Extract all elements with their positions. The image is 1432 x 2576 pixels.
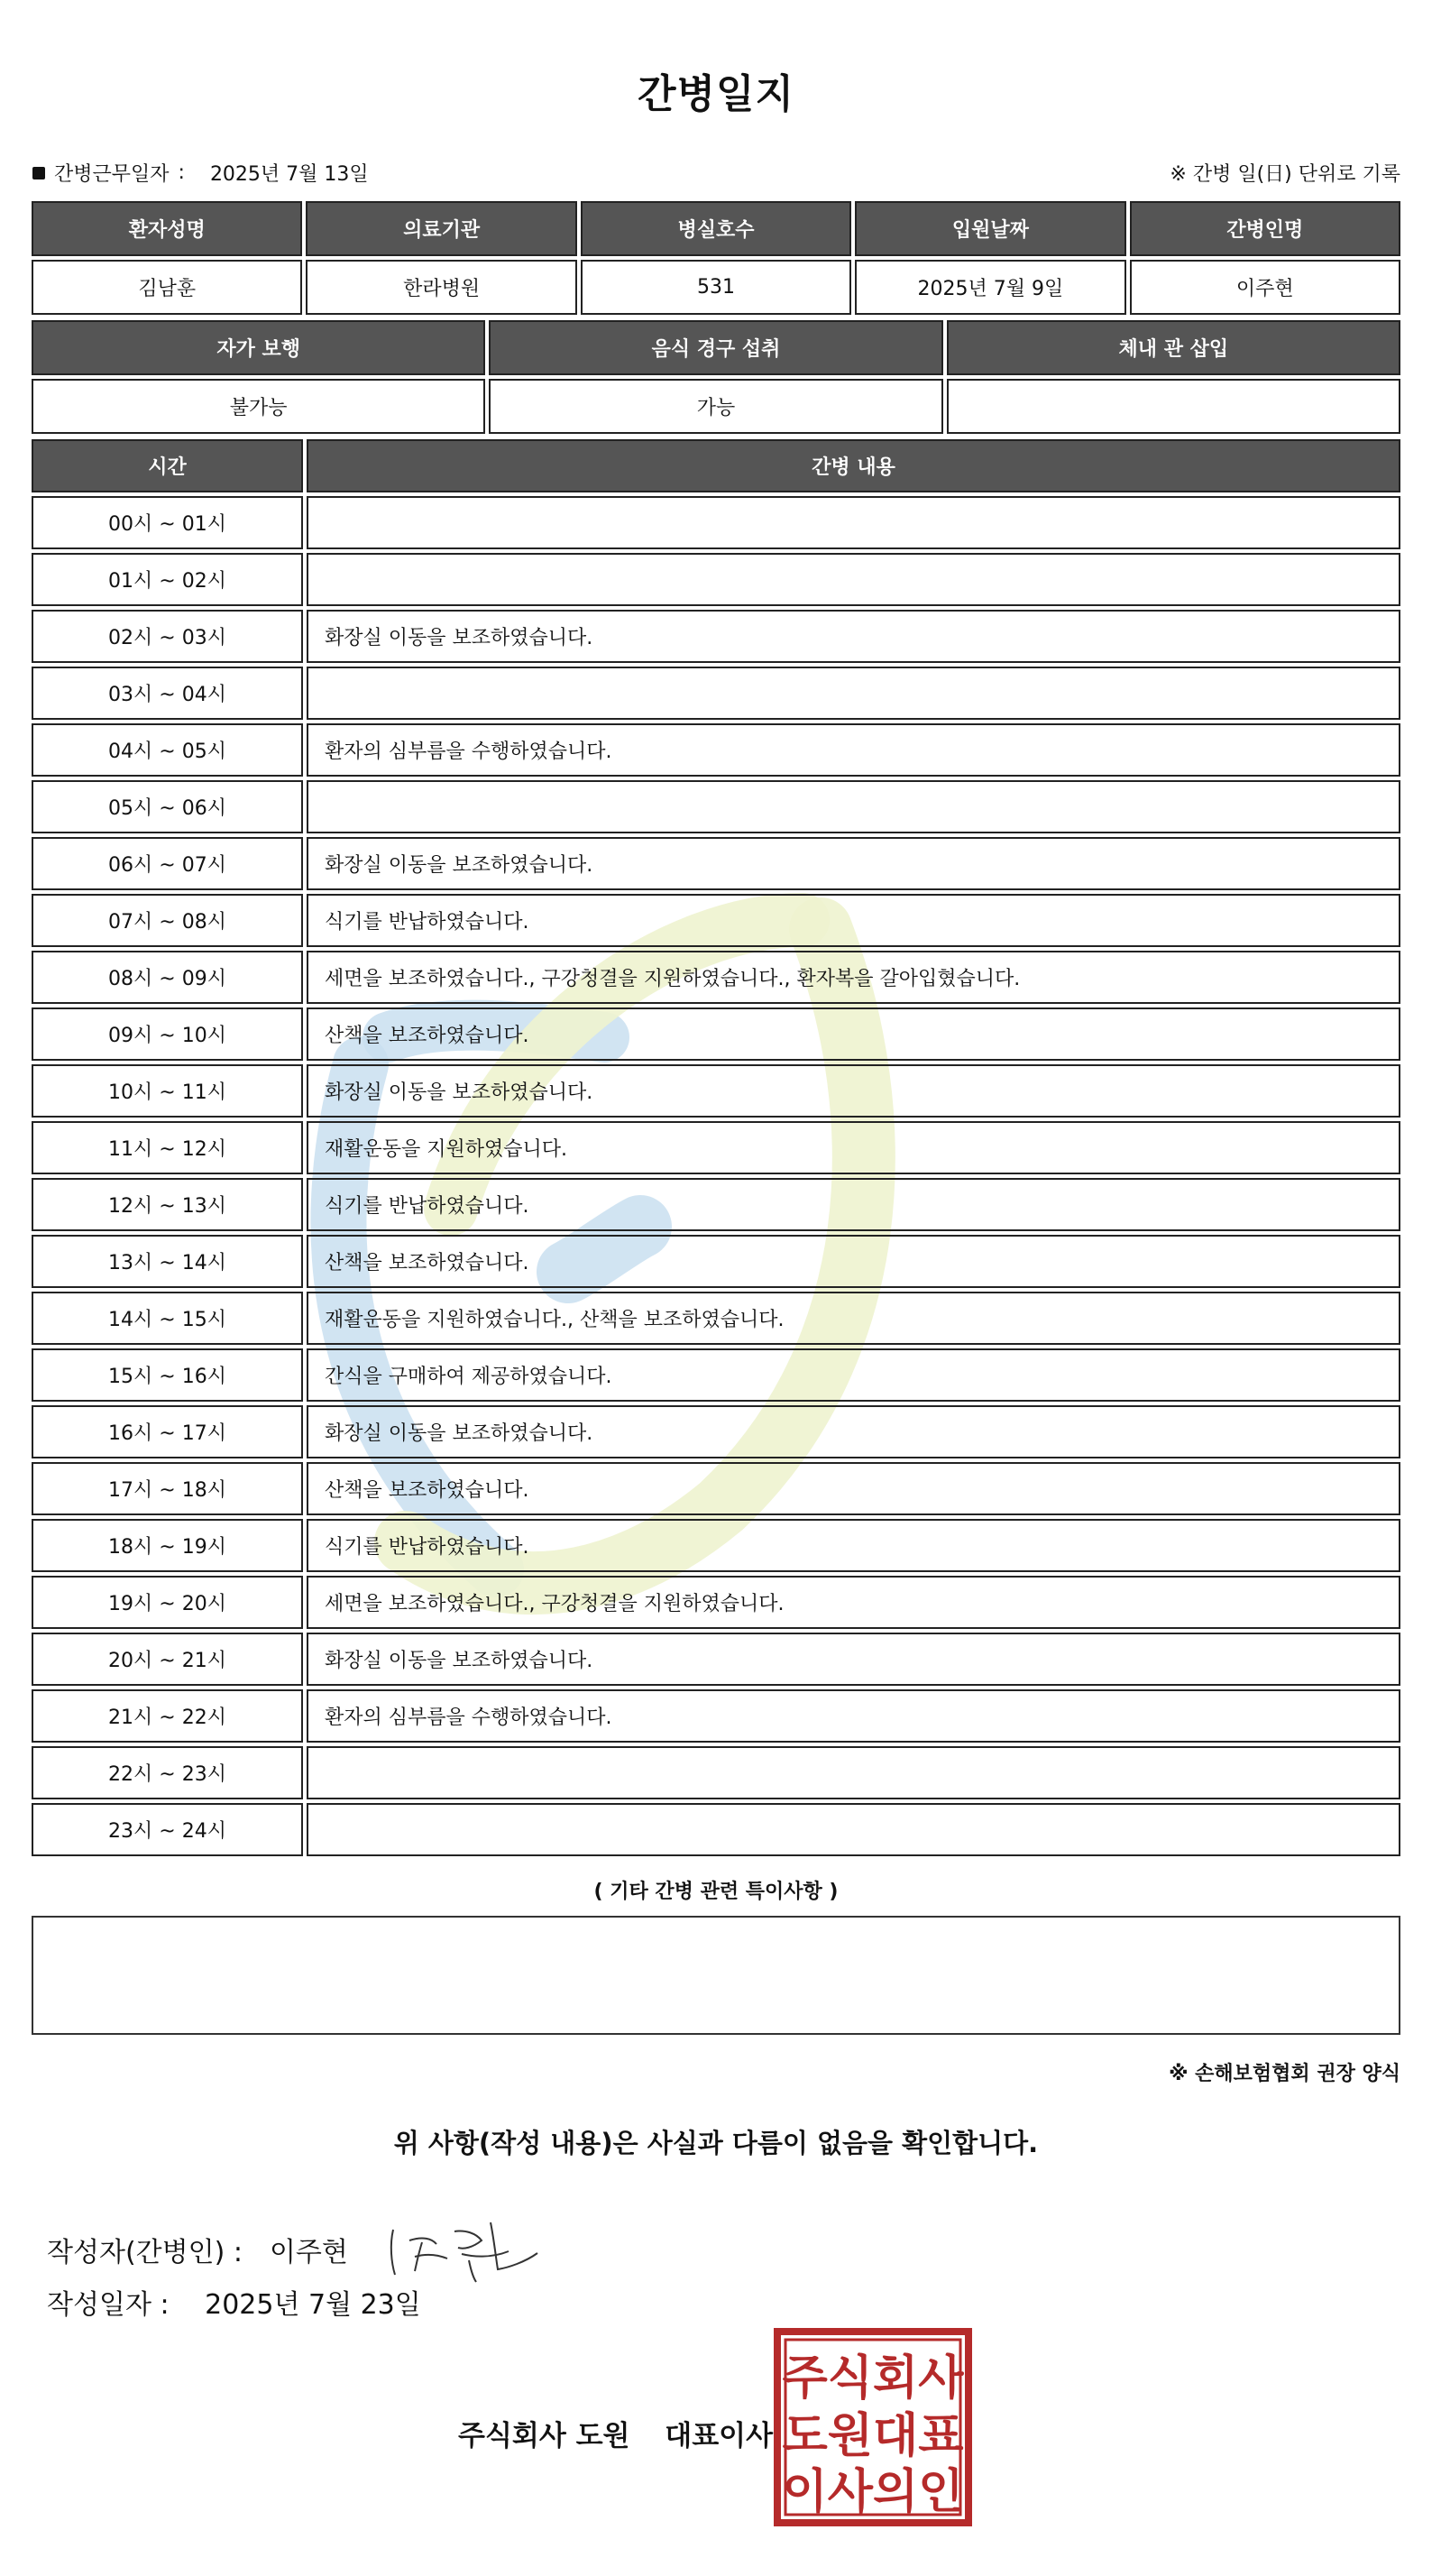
log-row — [32, 553, 1400, 606]
log-time: 21시 ~ 22시 — [32, 1689, 303, 1743]
header-tube-insertion: 체내 관 삽입 — [947, 320, 1400, 375]
header-room-number: 병실호수 — [581, 201, 851, 256]
svg-text:이사의인: 이사의인 — [782, 2465, 964, 2519]
log-content: 재활운동을 지원하였습니다., 산책을 보조하였습니다. — [307, 1292, 1400, 1345]
tube-insertion — [947, 379, 1400, 434]
log-content: 재활운동을 지원하였습니다. — [307, 1121, 1400, 1174]
log-content — [307, 667, 1400, 720]
care-log-rows — [32, 496, 1400, 1856]
header-admission-date: 입원날짜 — [855, 201, 1125, 256]
remarks-title: ( 기타 간병 관련 특이사항 ) — [593, 1881, 839, 1903]
log-row — [32, 1576, 1400, 1629]
company-signature — [458, 2413, 773, 2453]
care-log-header — [32, 439, 1400, 492]
log-row — [32, 1689, 1400, 1743]
log-time: 15시 ~ 16시 — [32, 1348, 303, 1402]
square-bullet-icon — [32, 167, 45, 179]
log-time: 09시 ~ 10시 — [32, 1007, 303, 1061]
room-number: 531 — [581, 260, 851, 315]
log-content: 식기를 반납하였습니다. — [307, 894, 1400, 947]
log-time: 01시 ~ 02시 — [32, 553, 303, 606]
log-row — [32, 1064, 1400, 1118]
work-date-value: 2025년 7월 13일 — [209, 163, 369, 186]
log-time: 20시 ~ 21시 — [32, 1633, 303, 1686]
header-oral-intake: 음식 경구 섭취 — [489, 320, 942, 375]
log-content: 세면을 보조하였습니다., 구강청결을 지원하였습니다., 환자복을 갈아입혔습니다. — [307, 951, 1400, 1004]
header-self-walking: 자가 보행 — [32, 320, 485, 375]
writer-name: 이주현 — [269, 2237, 348, 2268]
log-row — [32, 1519, 1400, 1572]
company-seal-stamp — [773, 2327, 973, 2527]
log-time: 22시 ~ 23시 — [32, 1746, 303, 1799]
log-row — [32, 1746, 1400, 1799]
log-row — [32, 780, 1400, 833]
log-row — [32, 723, 1400, 777]
log-row — [32, 1405, 1400, 1458]
ceo-title: 대표이사 — [665, 2420, 774, 2452]
work-date-row — [32, 159, 369, 187]
log-content: 화장실 이동을 보조하였습니다. — [307, 837, 1400, 890]
log-row — [32, 610, 1400, 663]
self-walking: 불가능 — [32, 379, 485, 434]
log-content: 산책을 보조하였습니다. — [307, 1007, 1400, 1061]
log-row — [32, 1348, 1400, 1402]
write-date-row — [47, 2282, 421, 2322]
remarks-box — [32, 1916, 1400, 2035]
association-note: ※ 손해보험협회 권장 양식 — [1169, 2063, 1400, 2085]
log-time: 16시 ~ 17시 — [32, 1405, 303, 1458]
log-content: 산책을 보조하였습니다. — [307, 1462, 1400, 1515]
log-content: 화장실 이동을 보조하였습니다. — [307, 1633, 1400, 1686]
log-row — [32, 667, 1400, 720]
log-time: 10시 ~ 11시 — [32, 1064, 303, 1118]
patient-name: 김남훈 — [32, 260, 302, 315]
svg-text:주식회사: 주식회사 — [782, 2351, 964, 2406]
care-log-table — [32, 439, 1400, 1860]
log-content: 환자의 심부름을 수행하였습니다. — [307, 1689, 1400, 1743]
log-row — [32, 496, 1400, 549]
log-content: 화장실 이동을 보조하였습니다. — [307, 1064, 1400, 1118]
header-patient-name: 환자성명 — [32, 201, 302, 256]
writer-row — [47, 2213, 545, 2286]
log-time: 14시 ~ 15시 — [32, 1292, 303, 1345]
log-time: 02시 ~ 03시 — [32, 610, 303, 663]
handwritten-signature — [382, 2213, 545, 2286]
hospital: 한라병원 — [306, 260, 576, 315]
confirmation-statement: 위 사항(작성 내용)은 사실과 다름이 없음을 확인합니다. — [393, 2128, 1039, 2158]
log-row — [32, 1007, 1400, 1061]
log-row — [32, 1462, 1400, 1515]
unit-note: ※ 간병 일(日) 단위로 기록 — [1170, 163, 1400, 186]
log-content: 화장실 이동을 보조하였습니다. — [307, 610, 1400, 663]
admission-date: 2025년 7월 9일 — [855, 260, 1125, 315]
log-time: 08시 ~ 09시 — [32, 951, 303, 1004]
log-time: 17시 ~ 18시 — [32, 1462, 303, 1515]
log-time: 12시 ~ 13시 — [32, 1178, 303, 1231]
log-row — [32, 894, 1400, 947]
log-content: 간식을 구매하여 제공하였습니다. — [307, 1348, 1400, 1402]
caregiver-name: 이주현 — [1130, 260, 1400, 315]
log-content: 환자의 심부름을 수행하였습니다. — [307, 723, 1400, 777]
log-content — [307, 1746, 1400, 1799]
log-row — [32, 837, 1400, 890]
header-caregiver-name: 간병인명 — [1130, 201, 1400, 256]
log-time: 03시 ~ 04시 — [32, 667, 303, 720]
log-time: 07시 ~ 08시 — [32, 894, 303, 947]
log-row — [32, 1121, 1400, 1174]
log-content — [307, 1803, 1400, 1856]
log-time: 13시 ~ 14시 — [32, 1235, 303, 1288]
oral-intake: 가능 — [489, 379, 942, 434]
log-content: 세면을 보조하였습니다., 구강청결을 지원하였습니다. — [307, 1576, 1400, 1629]
log-time: 06시 ~ 07시 — [32, 837, 303, 890]
document-title: 간병일지 — [637, 71, 794, 117]
patient-status-table — [32, 320, 1400, 434]
company-name: 주식회사 도원 — [458, 2420, 630, 2452]
log-time: 00시 ~ 01시 — [32, 496, 303, 549]
log-time: 23시 ~ 24시 — [32, 1803, 303, 1856]
log-content — [307, 780, 1400, 833]
svg-text:도원대표: 도원대표 — [782, 2409, 964, 2463]
log-row — [32, 951, 1400, 1004]
log-time: 04시 ~ 05시 — [32, 723, 303, 777]
patient-info-table — [32, 201, 1400, 315]
log-time: 18시 ~ 19시 — [32, 1519, 303, 1572]
work-date-label: 간병근무일자 — [54, 163, 170, 186]
log-time: 11시 ~ 12시 — [32, 1121, 303, 1174]
work-date-separator: : — [178, 161, 185, 184]
header-care-content: 간병 내용 — [307, 439, 1400, 492]
log-content — [307, 496, 1400, 549]
log-content — [307, 553, 1400, 606]
writer-label: 작성자(간병인) : — [47, 2237, 243, 2268]
log-row — [32, 1178, 1400, 1231]
log-time: 05시 ~ 06시 — [32, 780, 303, 833]
log-row — [32, 1292, 1400, 1345]
log-row — [32, 1803, 1400, 1856]
header-time: 시간 — [32, 439, 303, 492]
write-date-label: 작성일자 : — [47, 2289, 170, 2321]
log-content: 화장실 이동을 보조하였습니다. — [307, 1405, 1400, 1458]
log-content: 식기를 반납하였습니다. — [307, 1178, 1400, 1231]
log-content: 식기를 반납하였습니다. — [307, 1519, 1400, 1572]
header-hospital: 의료기관 — [306, 201, 576, 256]
log-row — [32, 1235, 1400, 1288]
write-date: 2025년 7월 23일 — [205, 2289, 421, 2321]
log-time: 19시 ~ 20시 — [32, 1576, 303, 1629]
log-content: 산책을 보조하였습니다. — [307, 1235, 1400, 1288]
log-row — [32, 1633, 1400, 1686]
